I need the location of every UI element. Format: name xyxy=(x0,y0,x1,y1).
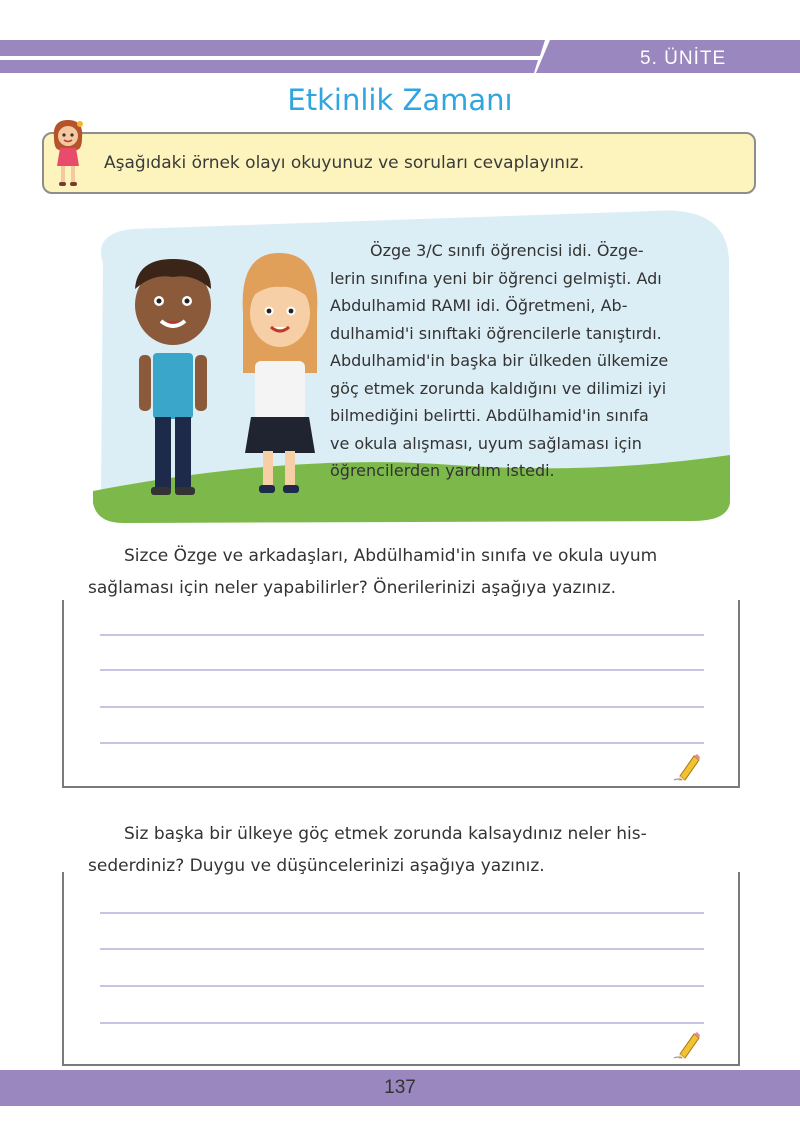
question-1-line-1: Sizce Özge ve arkadaşları, Abdülhamid'in sınıfa ve okula uyum xyxy=(124,546,658,566)
pencil-icon xyxy=(672,752,702,782)
page-title: Etkinlik Zamanı xyxy=(287,83,513,117)
answer-line[interactable] xyxy=(100,706,704,708)
answer-line[interactable] xyxy=(100,634,704,636)
question-1-line-2: sağlaması için neler yapabilirler? Önerilerinizi aşağıya yazınız. xyxy=(88,578,616,598)
story-line: ve okula alışması, uyum sağlaması için xyxy=(330,433,642,453)
answer-line[interactable] xyxy=(100,948,704,950)
answer-box-1[interactable] xyxy=(62,600,740,788)
answer-box-2[interactable] xyxy=(62,872,740,1066)
story-line: öğrencilerden yardım istedi. xyxy=(330,461,555,480)
story-line: bilmediğini belirtti. Abdülhamid'in sınıfa xyxy=(330,406,649,425)
girl-avatar-icon xyxy=(46,116,90,190)
answer-line[interactable] xyxy=(100,985,704,987)
question-2-line-2: sederdiniz? Duygu ve düşüncelerinizi aşağıya yazınız. xyxy=(88,856,545,876)
instruction-text: Aşağıdaki örnek olayı okuyunuz ve soruları cevaplayınız. xyxy=(104,153,585,173)
answer-line[interactable] xyxy=(100,912,704,914)
question-2-line-1: Siz başka bir ülkeye göç etmek zorunda kalsaydınız neler his- xyxy=(124,824,647,844)
unit-label: 5. ÜNİTE xyxy=(640,48,727,69)
story-line: göç etmek zorunda kaldığını ve dilimizi iyi xyxy=(330,378,667,398)
story-line: lerin sınıfına yeni bir öğrenci gelmişti. Adı xyxy=(330,268,662,288)
story-line: Abdulhamid'in başka bir ülkeden ülkemize xyxy=(330,351,669,370)
question-1 xyxy=(88,540,718,604)
story-line: dulhamid'i sınıftaki öğrencilerle tanıştırdı. xyxy=(330,323,662,343)
story-text xyxy=(330,237,718,485)
story-line: Özge 3/C sınıfı öğrencisi idi. Özge- xyxy=(370,241,644,260)
answer-line[interactable] xyxy=(100,669,704,671)
answer-line[interactable] xyxy=(100,1022,704,1024)
story-line: Abdulhamid RAMI idi. Öğretmeni, Ab- xyxy=(330,296,628,315)
answer-line[interactable] xyxy=(100,742,704,744)
page-number: 137 xyxy=(384,1077,416,1098)
pencil-icon xyxy=(672,1030,702,1060)
